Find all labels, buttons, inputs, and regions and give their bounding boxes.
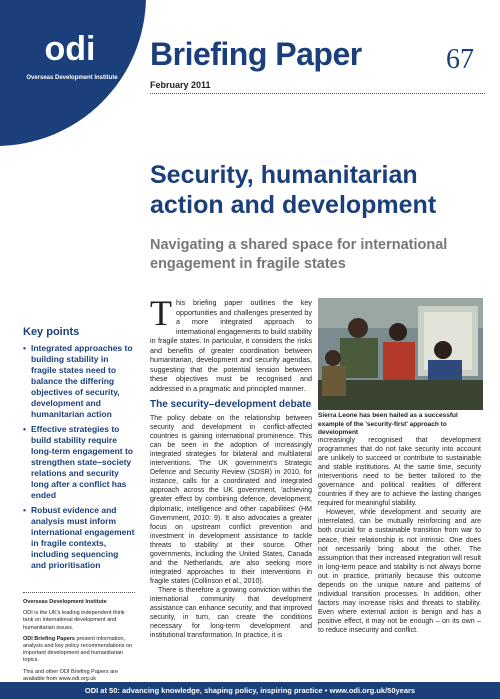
intro-paragraph [150,293,312,393]
sidebar-divider [23,592,135,593]
body-paragraph: However, while development and security are interrelated, can be mutually reinforcing and are both crucial for a sustainable transition from war to peace, their relationship is not intrinsic. One does not necessarily bring about the other. The assumption that their increased integration will result in long-term peace and stability is not always borne out in practice, primarily because this outcome depends on the unique nature and patterns of individual transition processes. In addition, other factors may increase risks and threats to stability. Even where external action is benign and has a positive effect, it may not be enough – on its own – to reduce insecurity and conflict. [318,509,481,634]
body-paragraph: The policy debate on the relationship between security and development in conflict-affected countries is gaining international prominence. This can be seen in the adoption of increasingly integrated strategies for bilateral and multilateral interventions. The UK government's Strategic Defence and Security Review (SDSR) in 2010, for instance, calls for a coordinated and integrated approach across the UK government, 'achieving greater effect by combining defence, development, diplomatic, intelligence and other capabilities' (HM Government, 2010: 9). It also advocates a greater focus on upstream conflict prevention and investment in development assistance to tackle threats to stability at their source. Other governments, including the United States, Canada and the Netherlands, are also seeking more integrated approaches to their interventions in fragile states (Collinson et al., 2010). [150,415,312,585]
body-paragraph: There is therefore a growing conviction within the international community that development assistance can enhance security, and that improved security, in turn, can create the conditions necessary for long-term development and institutional transformation. In practice, it is [150,586,312,640]
key-point: • Effective strategies to build stability require long-term engagement to strengthen state–society relations and security long after a conflict has ended [23,424,135,501]
org-name: Overseas Development Institute [26,75,118,81]
brand-disc [0,0,146,146]
body-paragraph: increasingly recognised that development programmes that do not take security into account are unlikely to succeed or contribute to sustainable and stable institutions. At the same time, security interventions need to be better tailored to the governance and political realities of different countries if they are to achieve the lasting changes required for meaningful stability. [318,437,481,508]
key-points-panel [23,326,135,575]
key-point: • Robust evidence and analysis must inform international engagement in fragile contexts, including sequencing and prioritisation [23,505,135,571]
intro-text: his briefing paper outlines the key opportunities and challenges presented by a more integrated approach to international engagements to build stability in fragile states. In particular, it considers the risks and benefits of greater coordination between humanitarian, development and security agendas, suggesting that the potential tension between these objectives must be recognised and addressed in a pragmatic and principled manner. [150,298,312,393]
paper-subtitle: Navigating a shared space for international engagement in fragile states [150,237,448,272]
drop-cap: T [150,293,172,333]
body-column-1 [150,293,312,640]
header-divider [150,93,485,94]
about-odi [23,599,135,687]
odi-logo [30,28,110,68]
about-odi-text: ODI is the UK's leading independent think tank on international development and humanitarian issues. [23,610,125,631]
key-points-list [23,343,135,571]
about-bp-text: present information, analysis and key policy recommendations on important development and humanitarian topics. [23,635,133,664]
brand-corner [0,0,147,147]
about-availability: This and other ODI Briefing Papers are available from www.odi.org.uk [23,668,119,682]
issue-number: 67 [446,44,474,75]
about-briefing-papers [23,636,135,665]
footer-banner: ODI at 50: advancing knowledge, shaping policy, inspiring practice • www.odi.org.uk/50years [0,682,500,699]
body-column-2 [318,436,481,635]
cover-photo [318,298,483,410]
paper-title: Security, humanitarian action and development [150,161,437,219]
section-heading: The security–development debate [150,399,312,410]
about-bp-lead: ODI Briefing Papers [23,635,75,642]
photo-caption: Sierra Leone has been hailed as a successful example of the 'security-first' approach to development [318,412,458,436]
issue-date: February 2011 [150,80,211,90]
series-title: Briefing Paper [150,36,362,72]
logo-text: odi [44,30,96,68]
about-heading: Overseas Development Institute [23,599,107,605]
key-points-heading: Key points [23,326,80,338]
key-point: • Integrated approaches to building stability in fragile states need to balance the differing objectives of security, development and humanitarian action [23,343,135,420]
